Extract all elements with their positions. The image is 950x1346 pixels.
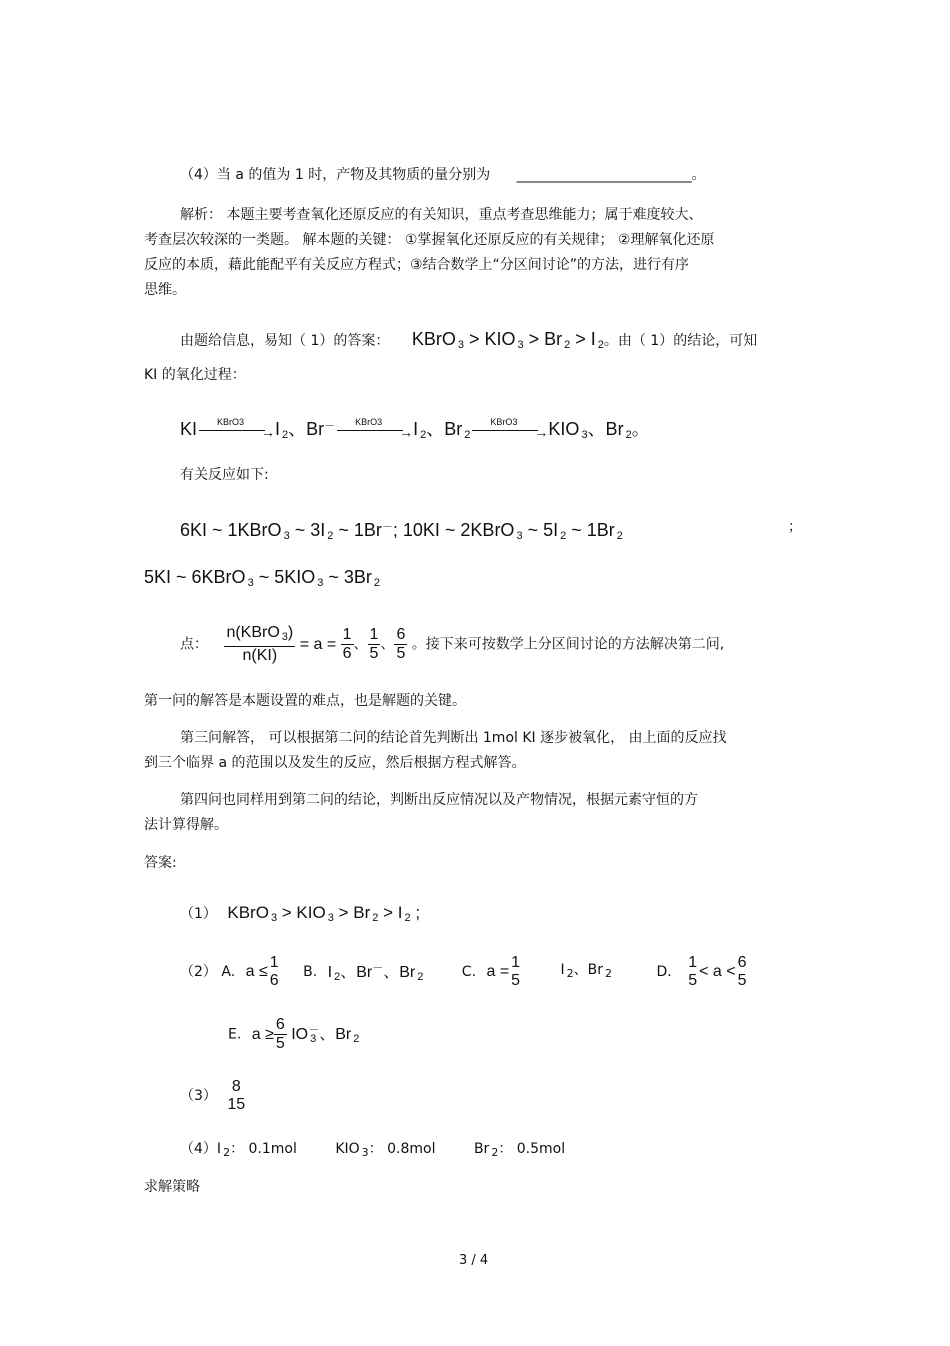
info-line-2: KI 的氧化过程： [144,367,246,383]
answer-4: （4）I $_2$： 0.1mol KIO $_3$： 0.8mol Br $_2$： 0.5mol [180,1141,566,1159]
answer-heading: 答案: [144,855,177,871]
oxidizing-order: KBrO $_3$ > KIO $_3$ > Br $_2$ > I $_2$ [411,329,604,351]
para-2a: 第三问解答， 可以根据第二问的结论首先判断出 1mol KI 逐步被氧化， 由上面的反应找 [180,730,727,746]
analysis-line-1: 解析： 本题主要考查氧化还原反应的有关知识，重点考查思维能力；属于难度较大、 [180,207,703,223]
arrow-icon: KBrO3 → [470,419,548,441]
info-line-1: 由题给信息，易知（ 1）的答案： KBrO $_3$ > KIO $_3$ > Br $_2$ > I $_2$。由（ 1）的结论，可知 [180,329,758,351]
analysis-line-3: 反应的本质，藉此能配平有关反应方程式；③结合数学上“分区间讨论”的方法，进行有序 [144,257,690,273]
critical-points-line: 点： $\frac{n(KBrO _3)}{n(KI)}$ = a = $\frac{1}{6}$ 、 $\frac{1}{5}$ 、 $\frac{6}{5}$ 。接下来可按数学上分区间讨论的方法解决第二问, [180,624,725,664]
reaction-line-2: 5KI ~ 6KBrO $_3$ ~ 5KIO $_3$ ~ 3Br $_2$ [144,567,381,589]
answer-1: （1） KBrO $_3$ > KIO $_3$ > Br $_2$ > I $_2$ ; [180,903,421,924]
arrow-icon: KBrO3 → [335,419,413,441]
reaction-semicolon: ； [788,519,802,535]
reaction-line-1: 6KI ~ 1KBrO $_3$ ~ 3I $_2$ ~ 1Br－; 10KI ~ 2KBrO $_3$ ~ 5I $_2$ ~ 1Br $_2$ [180,520,623,542]
para-2b: 到三个临界 a 的范围以及发生的反应，然后根据方程式解答。 [144,755,526,771]
reactions-label: 有关反应如下: [180,467,269,483]
arrow-icon: KBrO3 → [197,419,275,441]
answer-3: （3） 8 15 [180,1078,246,1113]
strategy-heading: 求解策略 [144,1179,200,1195]
q4-line: （4）当 a 的值为 1 时，产物及其物质的量分别为 _________________________。 [180,167,706,183]
para-3a: 第四问也同样用到第二问的结论，判断出反应情况以及产物情况，根据元素守恒的方 [180,792,698,808]
analysis-line-4: 思维。 [144,282,186,298]
q4-prefix: （4）当 a 的值为 1 时，产物及其物质的量分别为 [180,167,491,183]
ratio-fraction: $\frac{n(KBrO _3)}{n(KI)}$ [226,624,294,664]
oxidation-chain: KI KBrO3 → I $_2$、Br－ KBrO3 → I $_2$、Br $_2$ KBrO3 → KIO $_3$、Br $_2$。 [180,417,650,441]
answer-2: （2） A. a ≤ 1 6 B. I $_2$、Br－、Br $_2$ C. a = 1 5 I $_2$、Br $_2$ D. 1 5 < a < 6 5 [180,954,747,989]
answer-2e: E. a ≥ $\frac{6}{5}$ IO $_3$－、Br $_2$ [228,1016,360,1052]
analysis-line-2: 考查层次较深的一类题。 解本题的关键： ①掌握氧化还原反应的有关规律； ②理解氧化还原 [144,232,715,248]
page-number: 3 / 4 [459,1253,489,1268]
para-3b: 法计算得解。 [144,817,228,833]
para-1: 第一问的解答是本题设置的难点，也是解题的关键。 [144,693,466,709]
q4-blank: _________________________ [516,167,692,183]
